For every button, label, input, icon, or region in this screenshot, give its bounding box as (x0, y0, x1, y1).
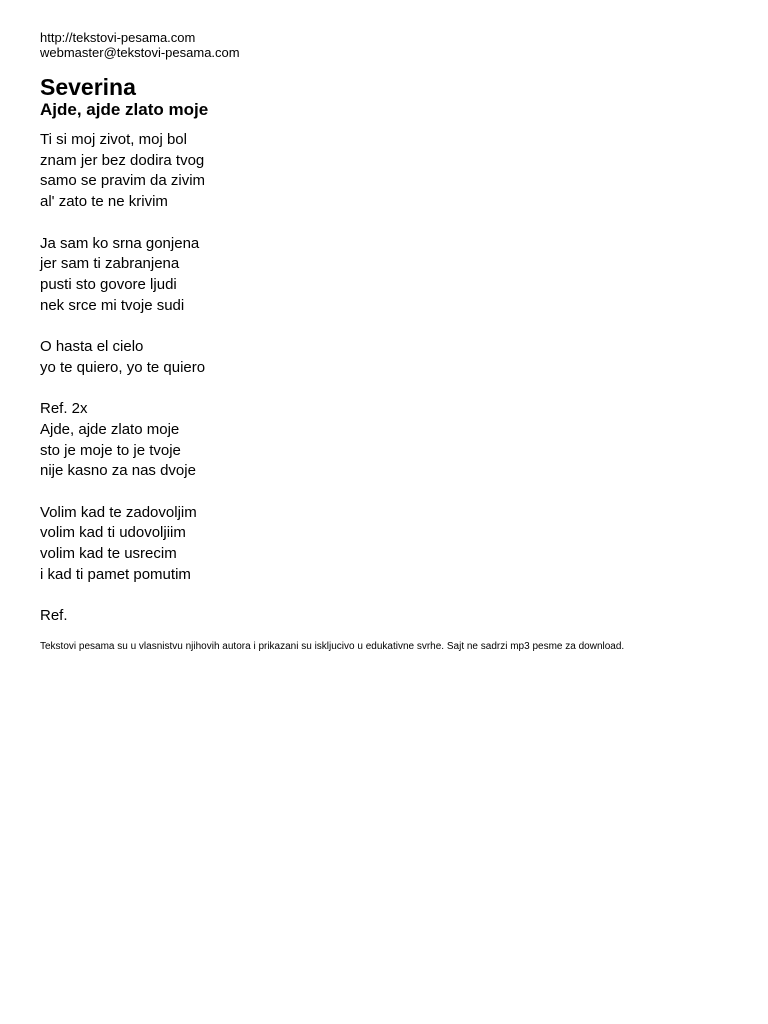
lyric-line: jer sam ti zabranjena (40, 255, 180, 273)
lyrics-stanza (40, 337, 740, 378)
lyric-line: znam jer bez dodira tvog (40, 151, 205, 169)
footer-disclaimer: Tekstovi pesama su u vlasnistvu njihovih autora i prikazani su iskljucivo u edukativne svrhe. Sajt ne sadrzi mp3 pesme za download. (40, 641, 625, 653)
lyric-line: nek srce mi tvoje sudi (40, 296, 185, 314)
lyrics-body (40, 130, 740, 627)
lyric-line: volim kad te usrecim (40, 545, 177, 562)
lyric-line: Ti si moj zivot, moj bol (40, 131, 187, 148)
site-url: http://tekstovi-pesama.com (40, 30, 196, 45)
lyrics-stanza (40, 234, 740, 317)
lyric-line: i kad ti pamet pomutim (40, 565, 191, 583)
song-title: Ajde, ajde zlato moje (40, 100, 209, 119)
lyric-line: O hasta el cielo (40, 338, 144, 355)
lyric-line: Ajde, ajde zlato moje (40, 420, 180, 438)
lyric-line: al' zato te ne krivim (40, 193, 168, 211)
lyric-line: Volim kad te zadovoljim (40, 503, 197, 521)
artist-name: Severina (40, 74, 136, 100)
lyrics-stanza (40, 503, 740, 586)
lyric-line: Ref. 2x (40, 400, 88, 418)
document-page (40, 30, 740, 653)
lyric-line: yo te quiero, yo te quiero (40, 358, 206, 376)
lyrics-stanza (40, 130, 740, 213)
lyrics-stanza (40, 606, 740, 627)
lyric-line: pusti sto govore ljudi (40, 275, 177, 293)
lyrics-stanza (40, 399, 740, 482)
lyric-line: sto je moje to je tvoje (40, 441, 181, 459)
lyric-line: volim kad ti udovoljiim (40, 524, 186, 542)
lyric-line: samo se pravim da zivim (40, 172, 206, 190)
lyric-line: Ref. (40, 607, 68, 625)
lyric-line: nije kasno za nas dvoje (40, 462, 196, 480)
webmaster-email: webmaster@tekstovi-pesama.com (40, 45, 240, 60)
lyric-line: Ja sam ko srna gonjena (40, 234, 200, 252)
